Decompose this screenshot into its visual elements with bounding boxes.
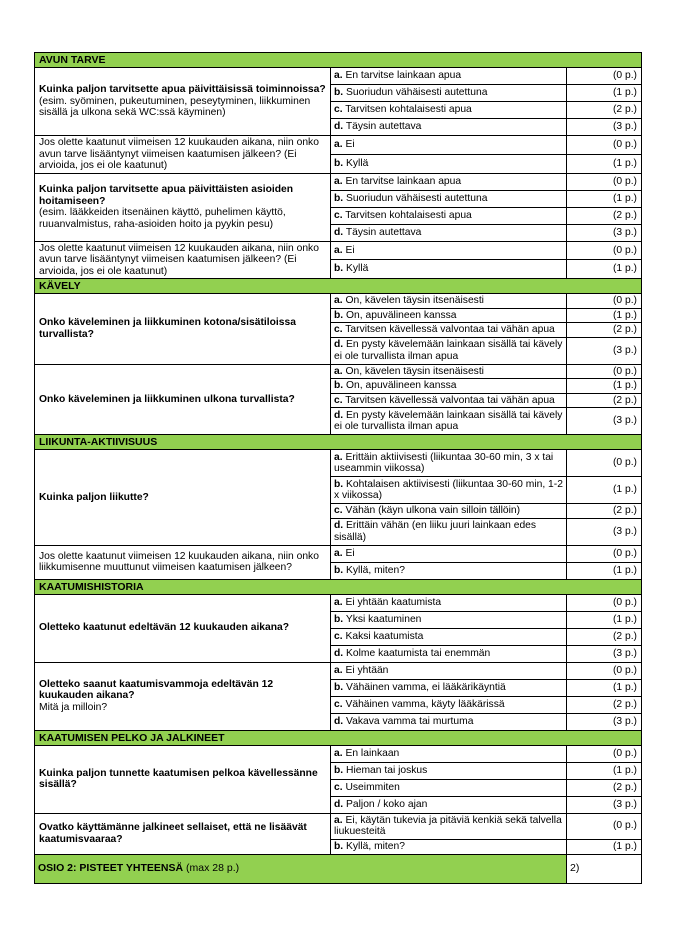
option-points: (1 p.) [567, 762, 642, 779]
answer-option[interactable] [331, 323, 567, 338]
option-points: (0 p.) [567, 745, 642, 762]
question-text: Onko käveleminen ja liikkuminen kotona/sisätiloissa turvallista? [39, 317, 296, 340]
answer-option[interactable] [331, 839, 567, 854]
option-letter: a. [334, 814, 343, 826]
option-letter: a. [334, 70, 343, 82]
question-cell [35, 745, 331, 813]
option-text: Kyllä [346, 157, 369, 169]
question-text: Kuinka paljon tarvitsette apua päivittäisten asioiden hoitamiseen? [39, 184, 294, 207]
option-points: (0 p.) [567, 68, 642, 85]
answer-option[interactable] [331, 696, 567, 713]
answer-option[interactable] [331, 294, 567, 309]
option-points: (1 p.) [567, 190, 642, 207]
option-points: (1 p.) [567, 154, 642, 173]
option-points: (1 p.) [567, 308, 642, 323]
option-row [35, 745, 642, 762]
answer-option[interactable] [331, 102, 567, 119]
question-cell [35, 294, 331, 365]
option-letter: b. [334, 840, 344, 852]
answer-option[interactable] [331, 85, 567, 102]
option-letter: d. [334, 339, 344, 350]
option-letter: a. [334, 747, 343, 759]
option-letter: d. [334, 715, 344, 727]
answer-option[interactable] [331, 450, 567, 477]
option-points: (2 p.) [567, 102, 642, 119]
option-points: (1 p.) [567, 839, 642, 854]
option-text: Yksi kaatuminen [345, 613, 422, 625]
option-letter: c. [334, 698, 343, 710]
option-text: Ei yhtään [345, 664, 389, 676]
option-points: (3 p.) [567, 337, 642, 364]
option-points: (2 p.) [567, 323, 642, 338]
answer-option[interactable] [331, 562, 567, 579]
option-points: (0 p.) [567, 450, 642, 477]
question-cell [35, 173, 331, 241]
option-letter: a. [334, 664, 343, 676]
question-text: Onko käveleminen ja liikkuminen ulkona turvallista? [39, 393, 295, 405]
option-letter: a. [334, 175, 343, 187]
question-text: Kuinka paljon tarvitsette apua päivittäisissä toiminnoissa? [39, 84, 326, 96]
section-header-row [35, 53, 642, 68]
option-text: Ei [345, 244, 355, 256]
option-points: (1 p.) [567, 85, 642, 102]
option-points: (0 p.) [567, 364, 642, 379]
question-cell [35, 594, 331, 662]
option-text: On, kävelen täysin itsenäisesti [345, 365, 484, 377]
section-title: KÄVELY [35, 279, 642, 294]
option-letter: d. [334, 520, 344, 531]
option-points: (3 p.) [567, 224, 642, 241]
question-text: Kuinka paljon tunnette kaatumisen pelkoa kävellessänne sisällä? [39, 767, 318, 790]
question-note: Jos olette kaatunut viimeisen 12 kuukauden aikana, niin onko avun tarve lisääntynyt viimeisen kaatumisen jälkeen? (Ei arvioida, jos ei ole kaatunut) [39, 137, 319, 171]
option-points: (1 p.) [567, 379, 642, 394]
option-points: (2 p.) [567, 696, 642, 713]
section-title: AVUN TARVE [35, 53, 642, 68]
answer-option[interactable] [331, 504, 567, 519]
option-text: On, apuvälineen kanssa [346, 309, 457, 321]
option-points: (0 p.) [567, 136, 642, 155]
question-cell [35, 662, 331, 730]
option-text: Vähän (käyn ulkona vain silloin tällöin) [345, 505, 521, 516]
option-letter: c. [334, 324, 343, 335]
option-points: (3 p.) [567, 518, 642, 545]
option-points: (3 p.) [567, 645, 642, 662]
option-text: En lainkaan [345, 747, 400, 759]
total-answer-field[interactable]: 2) [567, 854, 642, 883]
answer-option[interactable] [331, 713, 567, 730]
option-row [35, 241, 642, 260]
option-letter: b. [334, 613, 344, 625]
option-text: Vähäinen vamma, käyty lääkärissä [345, 698, 505, 710]
answer-option[interactable] [331, 207, 567, 224]
option-letter: a. [334, 596, 343, 608]
option-letter: b. [334, 157, 344, 169]
option-points: (2 p.) [567, 628, 642, 645]
question-cell [35, 450, 331, 546]
answer-option[interactable] [331, 136, 567, 155]
option-letter: c. [334, 505, 343, 516]
option-points: (1 p.) [567, 260, 642, 279]
answer-option[interactable] [331, 190, 567, 207]
answer-option[interactable] [331, 68, 567, 85]
option-points: (0 p.) [567, 594, 642, 611]
answer-option[interactable] [331, 645, 567, 662]
option-row [35, 662, 642, 679]
option-letter: b. [334, 263, 344, 275]
option-text: Ei [345, 139, 355, 151]
option-text: Erittäin aktiivisesti (liikuntaa 30-60 min, 3 x tai useammin viikossa) [334, 451, 554, 474]
option-letter: d. [334, 121, 344, 133]
option-text: Täysin autettava [345, 226, 422, 238]
option-text: Tarvitsen kävellessä valvontaa tai vähän apua [345, 394, 555, 406]
option-text: Suoriudun vähäisesti autettuna [346, 192, 488, 204]
section-header-row [35, 579, 642, 594]
total-label-cell [35, 854, 567, 883]
option-points: (0 p.) [567, 545, 642, 562]
option-text: Useimmiten [345, 781, 400, 793]
section-header-row [35, 279, 642, 294]
option-row [35, 594, 642, 611]
answer-option[interactable] [331, 779, 567, 796]
answer-option[interactable] [331, 241, 567, 260]
option-letter: b. [334, 87, 344, 99]
option-letter: c. [334, 209, 343, 221]
option-points: (0 p.) [567, 662, 642, 679]
option-text: Ei yhtään kaatumista [345, 596, 442, 608]
answer-option[interactable] [331, 173, 567, 190]
option-letter: d. [334, 409, 344, 421]
option-letter: a. [334, 451, 343, 463]
option-points: (2 p.) [567, 393, 642, 408]
question-text: Ovatko käyttämänne jalkineet sellaiset, että ne lisäävät kaatumisvaaraa? [39, 822, 307, 845]
option-text: Tarvitsen kohtalaisesti apua [345, 104, 472, 116]
option-points: (3 p.) [567, 713, 642, 730]
option-text: En pysty kävelemään lainkaan sisällä tai kävely ei ole turvallista ilman apua [334, 409, 563, 432]
option-letter: b. [334, 564, 344, 576]
option-row [35, 364, 642, 379]
option-row [35, 813, 642, 839]
question-note: (esim. syöminen, pukeutuminen, peseytyminen, liikkuminen sisällä ja ulkona sekä WC:ssä käyminen) [39, 95, 311, 119]
option-letter: d. [334, 798, 344, 810]
section-title: KAATUMISEN PELKO JA JALKINEET [35, 730, 642, 745]
option-points: (1 p.) [567, 611, 642, 628]
assessment-table [34, 52, 642, 884]
option-text: Tarvitsen kävellessä valvontaa tai vähän apua [345, 324, 555, 335]
answer-option[interactable] [331, 796, 567, 813]
option-points: (0 p.) [567, 241, 642, 260]
answer-option[interactable] [331, 260, 567, 279]
option-letter: b. [334, 681, 344, 693]
answer-option[interactable] [331, 364, 567, 379]
total-label: OSIO 2: PISTEET YHTEENSÄ [38, 861, 184, 874]
answer-option[interactable] [331, 762, 567, 779]
option-letter: c. [334, 630, 343, 642]
question-text: Kuinka paljon liikutte? [39, 491, 149, 503]
option-text: Ei, käytän tukevia ja pitäviä kenkiä sekä talvella liukuesteitä [334, 814, 562, 837]
answer-option[interactable] [331, 393, 567, 408]
question-note: Jos olette kaatunut viimeisen 12 kuukauden aikana, niin onko liikkumisenne muuttunut viimeisen kaatumisen jälkeen? [39, 550, 319, 573]
option-letter: c. [334, 394, 343, 406]
question-text: Oletteko saanut kaatumisvammoja edeltävän 12 kuukauden aikana? [39, 678, 274, 702]
option-text: Erittäin vähän (en liiku juuri lainkaan edes sisällä) [334, 520, 537, 543]
option-text: Kaksi kaatumista [345, 630, 424, 642]
answer-option[interactable] [331, 224, 567, 241]
option-points: (1 p.) [567, 477, 642, 504]
option-letter: c. [334, 104, 343, 116]
answer-option[interactable] [331, 545, 567, 562]
option-text: Vakava vamma tai murtuma [346, 715, 474, 727]
question-cell [35, 364, 331, 435]
question-note: Mitä ja milloin? [39, 701, 108, 713]
total-max: (max 28 p.) [186, 861, 240, 874]
option-text: Kyllä, miten? [346, 564, 405, 576]
answer-option[interactable] [331, 518, 567, 545]
question-cell [35, 241, 331, 279]
option-points: (0 p.) [567, 294, 642, 309]
option-letter: b. [334, 764, 344, 776]
option-letter: b. [334, 192, 344, 204]
option-text: En pysty kävelemään lainkaan sisällä tai kävely ei ole turvallista ilman apua [334, 339, 563, 362]
answer-option[interactable] [331, 477, 567, 504]
option-letter: a. [334, 295, 343, 306]
question-note: Jos olette kaatunut viimeisen 12 kuukauden aikana, niin onko avun tarve lisääntynyt viimeisen kaatumisen jälkeen? (Ei arvioida, jos ei ole kaatunut) [39, 242, 319, 277]
option-letter: c. [334, 781, 343, 793]
option-letter: b. [334, 309, 344, 321]
option-text: Kolme kaatumista tai enemmän [346, 647, 491, 659]
option-points: (1 p.) [567, 562, 642, 579]
answer-option[interactable] [331, 679, 567, 696]
option-row [35, 136, 642, 155]
option-text: Vähäinen vamma, ei lääkärikäyntiä [346, 681, 506, 693]
option-text: En tarvitse lainkaan apua [345, 70, 462, 82]
option-text: Ei [345, 547, 355, 559]
section-title: LIIKUNTA-AKTIIVISUUS [35, 435, 642, 450]
answer-option[interactable] [331, 408, 567, 435]
option-points: (2 p.) [567, 504, 642, 519]
section-header-row [35, 435, 642, 450]
question-cell [35, 545, 331, 579]
option-text: Kohtalaisen aktiivisesti (liikuntaa 30-60 min, 1-2 x viikossa) [334, 478, 563, 501]
answer-option[interactable] [331, 594, 567, 611]
question-text: Oletteko kaatunut edeltävän 12 kuukauden aikana? [39, 622, 290, 634]
option-text: En tarvitse lainkaan apua [345, 175, 462, 187]
question-note: (esim. lääkkeiden itsenäinen käyttö, puhelimen käyttö, ruuanvalmistus, raha-asioiden hoito ja pyykin pesu) [39, 207, 286, 230]
option-text: Hieman tai joskus [346, 764, 428, 776]
option-letter: b. [334, 380, 344, 391]
option-text: On, kävelen täysin itsenäisesti [345, 295, 484, 306]
question-cell [35, 68, 331, 136]
option-text: Täysin autettava [345, 121, 422, 133]
option-letter: a. [334, 139, 343, 151]
option-letter: d. [334, 647, 344, 659]
question-cell [35, 136, 331, 174]
assessment-sheet [34, 52, 641, 884]
option-letter: d. [334, 226, 344, 238]
option-text: On, apuvälineen kanssa [346, 380, 457, 391]
answer-option[interactable] [331, 611, 567, 628]
option-letter: b. [334, 478, 344, 490]
option-points: (3 p.) [567, 119, 642, 136]
option-row [35, 68, 642, 85]
total-row [35, 854, 642, 883]
answer-option[interactable] [331, 379, 567, 394]
option-letter: a. [334, 547, 343, 559]
option-text: Suoriudun vähäisesti autettuna [346, 87, 488, 99]
answer-option[interactable] [331, 119, 567, 136]
answer-option[interactable] [331, 813, 567, 839]
option-letter: a. [334, 365, 343, 377]
answer-option[interactable] [331, 745, 567, 762]
section-title: KAATUMISHISTORIA [35, 579, 642, 594]
option-row [35, 545, 642, 562]
option-points: (0 p.) [567, 813, 642, 839]
answer-option[interactable] [331, 337, 567, 364]
section-header-row [35, 730, 642, 745]
option-row [35, 294, 642, 309]
option-points: (3 p.) [567, 408, 642, 435]
option-text: Tarvitsen kohtalaisesti apua [345, 209, 472, 221]
option-points: (2 p.) [567, 779, 642, 796]
option-text: Paljon / koko ajan [346, 798, 428, 810]
answer-option[interactable] [331, 308, 567, 323]
answer-option[interactable] [331, 662, 567, 679]
option-letter: a. [334, 244, 343, 256]
option-row [35, 173, 642, 190]
answer-option[interactable] [331, 628, 567, 645]
option-row [35, 450, 642, 477]
option-text: Kyllä [346, 263, 369, 275]
option-points: (2 p.) [567, 207, 642, 224]
answer-option[interactable] [331, 154, 567, 173]
question-cell [35, 813, 331, 854]
option-points: (1 p.) [567, 679, 642, 696]
option-points: (0 p.) [567, 173, 642, 190]
option-points: (3 p.) [567, 796, 642, 813]
option-text: Kyllä, miten? [346, 840, 405, 852]
